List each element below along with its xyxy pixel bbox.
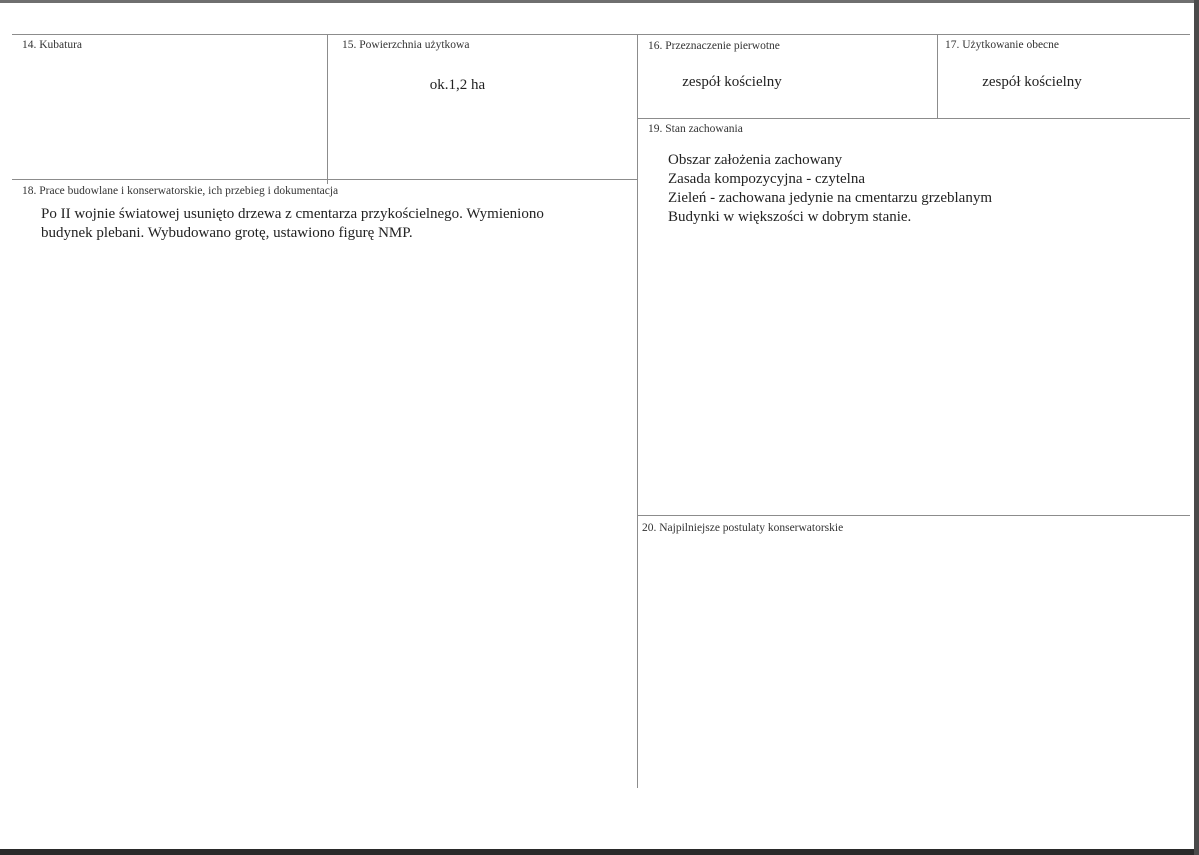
field-19-line: Budynki w większości w dobrym stanie. xyxy=(668,209,912,225)
field-19-label: 19. Stan zachowania xyxy=(648,123,743,135)
grid-line-19-bottom xyxy=(637,515,1190,516)
field-14-label: 14. Kubatura xyxy=(22,39,83,51)
scan-edge-bottom xyxy=(0,849,1199,855)
grid-line-14-15-divider xyxy=(327,34,328,184)
field-17-label: 17. Użytkowanie obecne xyxy=(945,39,1060,51)
field-20-label: 20. Najpilniejsze postulaty konserwatorskie xyxy=(642,522,844,534)
field-19-line: Zieleń - zachowana jedynie na cmentarzu grzeblanym xyxy=(668,190,993,206)
grid-line-14-15-bottom xyxy=(12,179,637,180)
field-18-line: Po II wojnie światowej usunięto drzewa z cmentarza przykościelnego. Wymieniono xyxy=(41,206,544,222)
field-16-label: 16. Przeznaczenie pierwotne xyxy=(648,40,780,52)
field-17-value: zespół kościelny xyxy=(982,74,1082,90)
field-18-label: 18. Prace budowlane i konserwatorskie, ich przebieg i dokumentacja xyxy=(22,185,339,197)
field-18-text xyxy=(41,205,544,243)
grid-line-16-17-bottom xyxy=(637,118,1190,119)
grid-line-top xyxy=(12,34,1190,35)
field-19-text xyxy=(668,151,992,227)
field-15-value: ok.1,2 ha xyxy=(429,77,486,93)
scan-edge-top xyxy=(0,0,1199,3)
field-16-value: zespół kościelny xyxy=(682,74,782,90)
field-19-line: Zasada kompozycyjna - czytelna xyxy=(668,171,865,187)
field-18-line: budynek plebani. Wybudowano grotę, ustawiono figurę NMP. xyxy=(41,225,413,241)
field-15-label: 15. Powierzchnia użytkowa xyxy=(342,39,470,51)
scan-edge-right xyxy=(1194,0,1199,855)
field-19-line: Obszar założenia zachowany xyxy=(668,152,843,168)
grid-line-center-divider xyxy=(637,34,638,788)
